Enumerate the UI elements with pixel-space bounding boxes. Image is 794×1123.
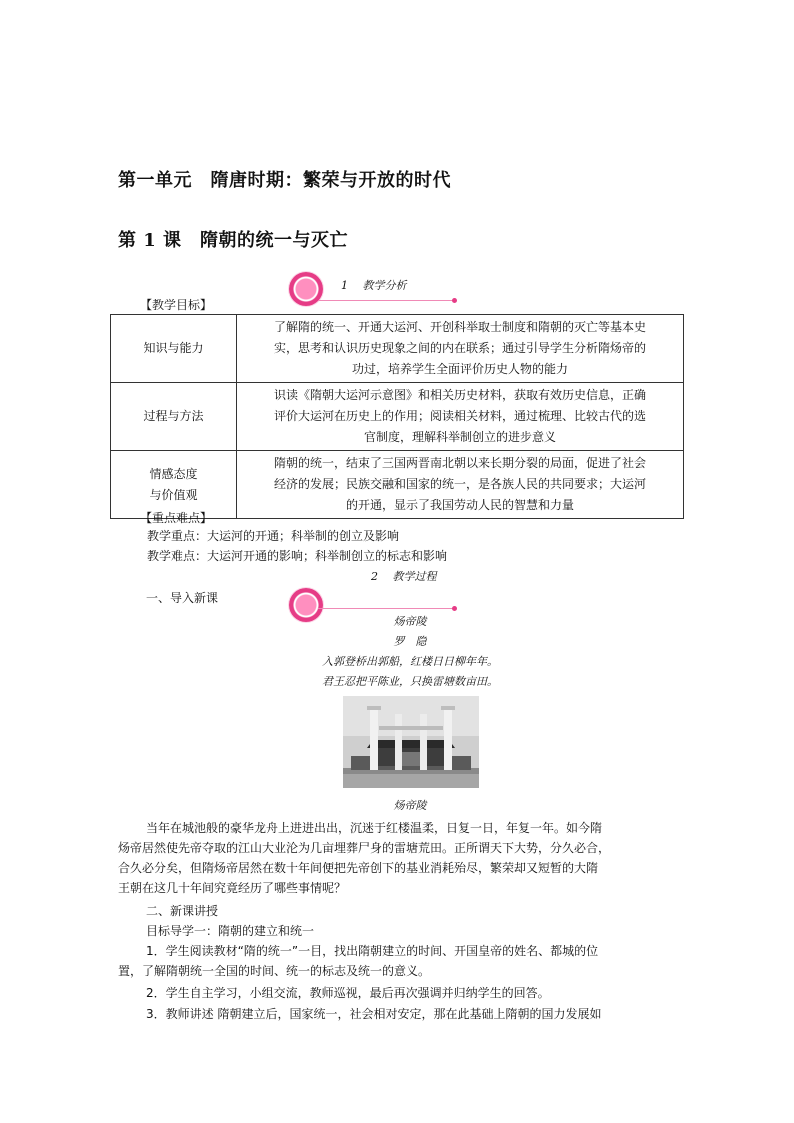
section-dot-icon bbox=[452, 298, 457, 303]
key-point: 教学重点：大运河的开通；科举制的创立及影响 bbox=[147, 529, 400, 543]
lesson-title: 第 1 课 隋朝的统一与灭亡 bbox=[118, 230, 349, 251]
goal-key: 知识与能力 bbox=[111, 315, 237, 383]
poem-line: 君王忍把平陈业，只换雷塘数亩田。 bbox=[322, 675, 498, 688]
photo-caption: 炀帝陵 bbox=[393, 799, 427, 812]
goal-value: 识读《隋朝大运河示意图》和相关历史材料，获取有效历史信息，正确 评价大运河在历史上的作用；阅读相关材料，通过梳理、比较古代的选 官制度，理解科举制创立的进步意义 bbox=[237, 383, 684, 451]
mausoleum-photo bbox=[343, 696, 479, 788]
section-dot-icon bbox=[452, 606, 457, 611]
goal-value: 了解隋的统一、开通大运河、开创科举取士制度和隋朝的灭亡等基本史 实，思考和认识历史现象之间的内在联系；通过引导学生分析隋炀帝的 功过，培养学生全面评价历史人物的能力 bbox=[237, 315, 684, 383]
section1-label: 1 教学分析 bbox=[341, 279, 407, 292]
poem-title: 炀帝陵 bbox=[393, 615, 427, 628]
goals-heading: 【教学目标】 bbox=[140, 298, 213, 312]
poem-line: 入郭登桥出郭船，红楼日日柳年年。 bbox=[322, 655, 498, 668]
section-divider bbox=[318, 608, 452, 609]
difficult-point: 教学难点：大运河开通的影响；科举制创立的标志和影响 bbox=[147, 549, 448, 563]
step-2: 2．学生自主学习，小组交流，教师巡视，最后再次强调并归纳学生的回答。 bbox=[146, 986, 550, 1000]
target-heading: 目标导学一：隋朝的建立和统一 bbox=[146, 924, 315, 938]
table-row bbox=[111, 315, 684, 383]
step-1: 1．学生阅读教材“隋的统一”一目，找出隋朝建立的时间、开国皇帝的姓名、都城的位 置，了解隋朝统一全国的时间、统一的标志及统一的意义。 bbox=[118, 944, 599, 978]
unit-title: 第一单元 隋唐时期：繁荣与开放的时代 bbox=[118, 170, 451, 191]
section-divider bbox=[318, 300, 452, 301]
goals-table bbox=[110, 314, 684, 519]
section2-label: 2 教学过程 bbox=[371, 570, 437, 583]
goal-key: 过程与方法 bbox=[111, 383, 237, 451]
goal-value: 隋朝的统一，结束了三国两晋南北朝以来长期分裂的局面，促进了社会 经济的发展；民族交融和国家的统一，是各族人民的共同要求；大运河 的开通，显示了我国劳动人民的智慧和力量 bbox=[237, 451, 684, 519]
poem-author: 罗 隐 bbox=[393, 635, 427, 648]
goal-key: 情感态度 与价值观 bbox=[111, 451, 237, 519]
new-lesson-heading: 二、新课讲授 bbox=[146, 904, 219, 918]
table-row bbox=[111, 383, 684, 451]
intro-paragraph: 当年在城池般的豪华龙舟上进进出出，沉迷于红楼温柔，日复一日，年复一年。如今隋 炀帝居然使先帝夺取的江山大业沦为几亩埋葬尸身的雷塘荒田。正所谓天下大势，分久必合， 合久必分矣，但隋炀帝居然在数十年间便把先帝创下的基业消耗殆尽，繁荣却又短暂的大隋 王朝在这几十年间究竟经历了哪些事情呢？ bbox=[118, 821, 611, 895]
step-3: 3．教师讲述 隋朝建立后，国家统一，社会相对安定，那在此基础上隋朝的国力发展如 bbox=[146, 1007, 602, 1021]
key-points-heading: 【重点难点】 bbox=[140, 511, 213, 525]
intro-heading: 一、导入新课 bbox=[146, 591, 219, 605]
